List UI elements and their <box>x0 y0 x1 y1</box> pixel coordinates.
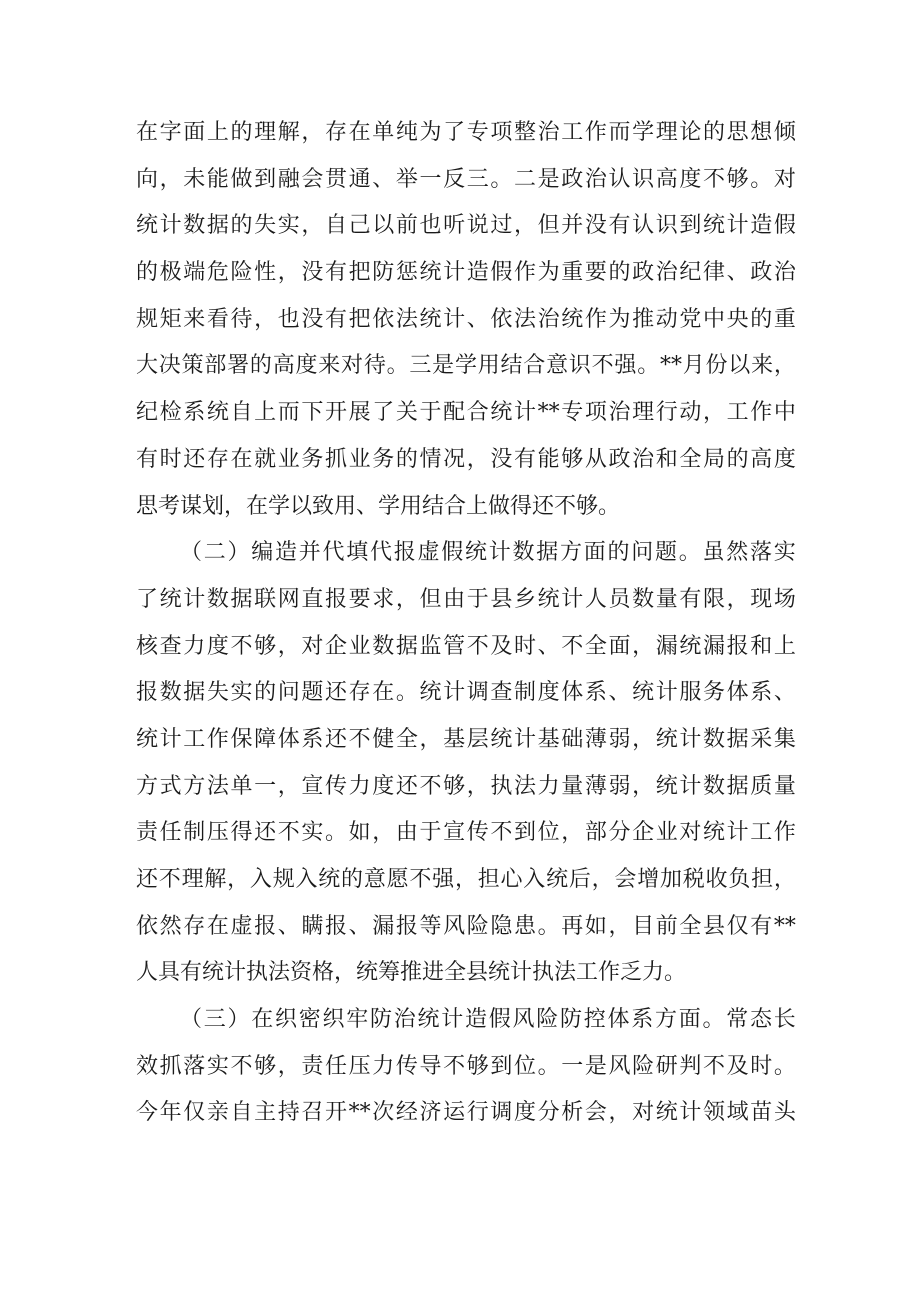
text-line: 统 计 工 作 保 障 体 系 还 不 健 全 ， 基 层 统 计 基 础 薄 弱 ， 统 计 数 据 采 集 <box>136 726 796 752</box>
text-line: 有 时 还 存 在 就 业 务 抓 业 务 的 情 况 ， 没 有 能 够 从 政 治 和 全 局 的 高 度 <box>136 446 796 472</box>
text-line: 报 数 据 失 实 的 问 题 还 存 在 。 统 计 调 查 制 度 体 系 、 统 计 服 务 体 系 、 <box>136 680 796 706</box>
text-line: 今 年 仅 亲 自 主 持 召 开 ** 次 经 济 运 行 调 度 分 析 会 ， 对 统 计 领 域 苗 头 <box>136 1100 796 1126</box>
text-line: 效 抓 落 实 不 够 ， 责 任 压 力 传 导 不 够 到 位 。 一 是 风 险 研 判 不 及 时 。 <box>136 1053 796 1079</box>
text-line: 纪 检 系 统 自 上 而 下 开 展 了 关 于 配 合 统 计 ** 专 项 治 理 行 动 ， 工 作 中 <box>136 400 796 426</box>
text-line: 在 字 面 上 的 理 解 ， 存 在 单 纯 为 了 专 项 整 治 工 作 而 学 理 论 的 思 想 倾 <box>136 120 796 145</box>
text-line: 人具有统计执法资格，统筹推进全县统计执法工作乏力。 <box>136 960 687 986</box>
text-line: 大 决 策 部 署 的 高 度 来 对 待 。 三 是 学 用 结 合 意 识 不 强 。 ** 月 份 以 来 ， <box>136 353 796 379</box>
text-line: 向 ， 未 能 做 到 融 会 贯 通 、 举 一 反 三 。 二 是 政 治 认 识 高 度 不 够 。 对 <box>136 166 796 192</box>
text-line: （ 二 ） 编 造 并 代 填 代 报 虚 假 统 计 数 据 方 面 的 问 题 。 虽 然 落 实 <box>180 540 796 566</box>
text-line: 依 然 存 在 虚 报 、 瞒 报 、 漏 报 等 风 险 隐 患 。 再 如 ， 目 前 全 县 仅 有 ** <box>136 913 796 939</box>
text-line: 核 查 力 度 不 够 ， 对 企 业 数 据 监 管 不 及 时 、 不 全 面 ， 漏 统 漏 报 和 上 <box>136 633 796 659</box>
text-line: 规 矩 来 看 待 ， 也 没 有 把 依 法 统 计 、 依 法 治 统 作 为 推 动 党 中 央 的 重 <box>136 306 796 332</box>
text-line: 思考谋划，在学以致用、学用结合上做得还不够。 <box>136 493 621 519</box>
text-line: （ 三 ） 在 织 密 织 牢 防 治 统 计 造 假 风 险 防 控 体 系 方 面 。 常 态 长 <box>180 1007 796 1033</box>
text-line: 责 任 制 压 得 还 不 实 。 如 ， 由 于 宣 传 不 到 位 ， 部 分 企 业 对 统 计 工 作 <box>136 820 796 846</box>
text-line: 还 不 理 解 ， 入 规 入 统 的 意 愿 不 强 ， 担 心 入 统 后 ， 会 增 加 税 收 负 担 ， <box>136 867 796 892</box>
document-body <box>136 110 796 1137</box>
text-line: 了 统 计 数 据 联 网 直 报 要 求 ， 但 由 于 县 乡 统 计 人 员 数 量 有 限 ， 现 场 <box>136 586 796 612</box>
text-line: 统 计 数 据 的 失 实 ， 自 己 以 前 也 听 说 过 ， 但 并 没 有 认 识 到 统 计 造 假 <box>136 213 796 239</box>
text-line: 方 式 方 法 单 一 ， 宣 传 力 度 还 不 够 ， 执 法 力 量 薄 弱 ， 统 计 数 据 质 量 <box>136 773 796 799</box>
text-line: 的 极 端 危 险 性 ， 没 有 把 防 惩 统 计 造 假 作 为 重 要 的 政 治 纪 律 、 政 治 <box>136 260 796 286</box>
